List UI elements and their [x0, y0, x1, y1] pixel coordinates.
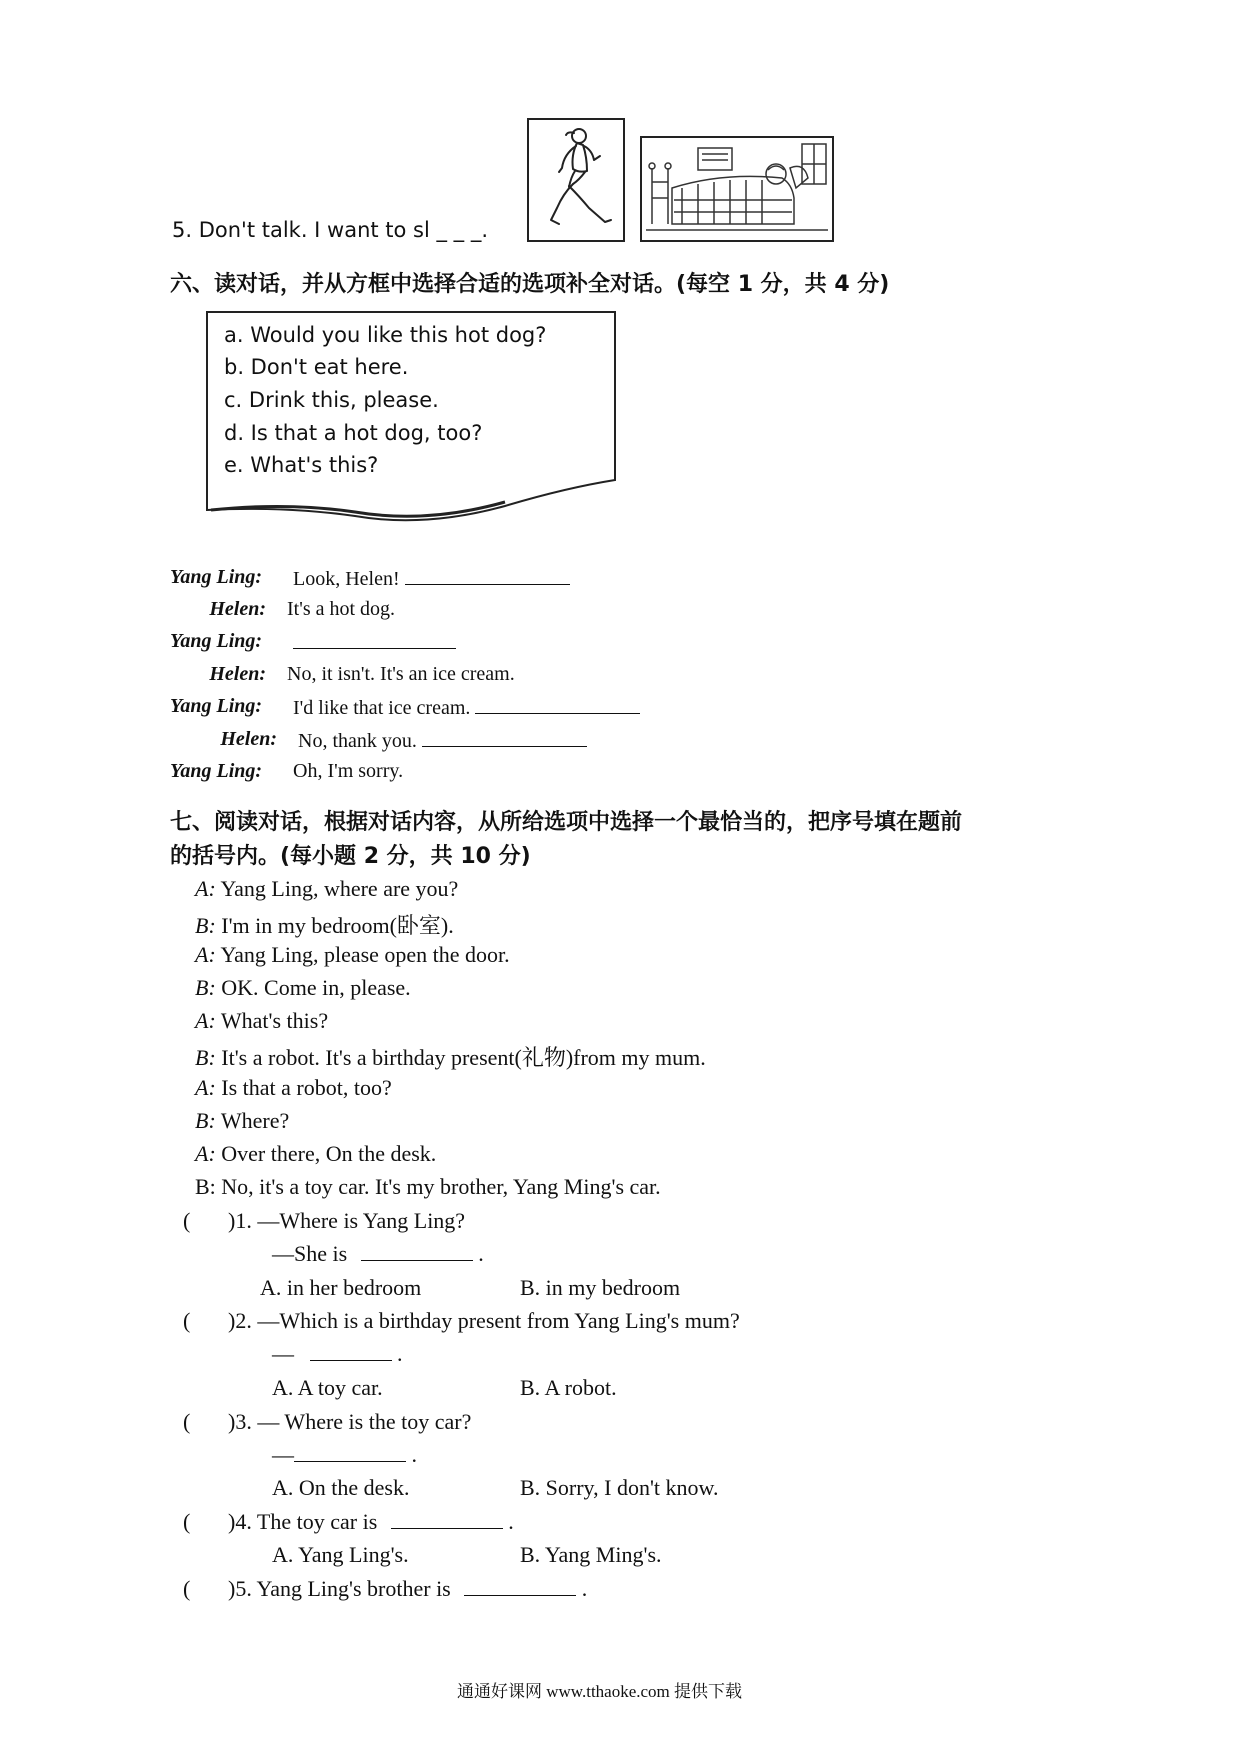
question-3-option-a: A. On the desk.	[272, 1475, 410, 1500]
question-2-option-a: A. A toy car.	[272, 1375, 383, 1400]
answer-paren-slot[interactable]	[195, 1407, 227, 1433]
question-2-option-b: B. A robot.	[520, 1375, 617, 1400]
dialog7-line: B: No, it's a toy car. It's my brother, Yang Ming's car.	[195, 1174, 661, 1199]
dialog6-line: Look, Helen!	[293, 566, 570, 591]
question-paren-open: (	[183, 1208, 191, 1233]
dialog7-line: A: Yang Ling, where are you?	[195, 876, 459, 901]
question-3-option-b: B. Sorry, I don't know.	[520, 1475, 719, 1500]
dialog7-line: B: OK. Come in, please.	[195, 975, 411, 1000]
answer-blank[interactable]	[361, 1242, 473, 1261]
dialog6-line: No, it isn't. It's an ice cream.	[287, 663, 515, 685]
dialog7-line: B: It's a robot. It's a birthday present(礼物)from my mum.	[195, 1045, 706, 1070]
dialog7-line: A: Over there, On the desk.	[195, 1141, 437, 1166]
section-6-heading: 六、读对话，并从方框中选择合适的选项补全对话。(每空 1 分，共 4 分)	[170, 272, 890, 297]
answer-paren-slot[interactable]	[195, 1507, 227, 1533]
question-2-sub: — .	[272, 1341, 403, 1366]
dialog7-line: A: Is that a robot, too?	[195, 1075, 392, 1100]
question-4: )4. The toy car is .	[228, 1509, 514, 1534]
option-e: e. What's this?	[224, 453, 379, 477]
answer-blank[interactable]	[475, 695, 640, 714]
question-1-sub: —She is .	[272, 1241, 484, 1266]
answer-paren-slot[interactable]	[195, 1306, 227, 1332]
dialog6-speaker: Yang Ling:	[170, 695, 263, 717]
dialog6-line: No, thank you.	[298, 728, 587, 753]
running-girl-icon	[529, 120, 623, 240]
dialog6-speaker: Helen:	[209, 663, 266, 685]
dialog7-line: A: Yang Ling, please open the door.	[195, 942, 510, 967]
question-5: )5. Yang Ling's brother is .	[228, 1576, 588, 1601]
section-7-heading-line2: 的括号内。(每小题 2 分，共 10 分)	[170, 844, 531, 869]
question-3-sub: — .	[272, 1442, 417, 1467]
dialog6-line: Oh, I'm sorry.	[293, 760, 404, 782]
question-2: )2. —Which is a birthday present from Yang Ling's mum?	[228, 1308, 740, 1333]
dialog7-line: B: I'm in my bedroom(卧室).	[195, 913, 454, 938]
dialog6-line	[293, 630, 456, 655]
answer-blank[interactable]	[294, 1443, 406, 1462]
question-paren-open: (	[183, 1509, 191, 1534]
dialog6-speaker: Helen:	[209, 598, 266, 620]
page-footer: 通通好课网 www.tthaoke.com 提供下载	[457, 1682, 743, 1701]
answer-paren-slot[interactable]	[195, 1206, 227, 1232]
dialog6-speaker: Helen:	[220, 728, 277, 750]
answer-blank[interactable]	[405, 566, 570, 585]
question-1-option-b: B. in my bedroom	[520, 1275, 681, 1300]
question-3: )3. — Where is the toy car?	[228, 1409, 472, 1434]
dialog7-line: A: What's this?	[195, 1008, 329, 1033]
answer-blank[interactable]	[391, 1510, 503, 1529]
section-7-heading-line1: 七、阅读对话，根据对话内容，从所给选项中选择一个最恰当的，把序号填在题前	[170, 810, 963, 835]
answer-blank[interactable]	[464, 1577, 576, 1596]
dialog6-speaker: Yang Ling:	[170, 630, 263, 652]
dialog7-line: B: Where?	[195, 1108, 290, 1133]
question-5-text: 5. Don't talk. I want to sl _ _ _.	[172, 218, 489, 242]
option-d: d. Is that a hot dog, too?	[224, 421, 483, 445]
question-paren-open: (	[183, 1308, 191, 1333]
question-4-option-b: B. Yang Ming's.	[520, 1542, 662, 1567]
question-1: )1. —Where is Yang Ling?	[228, 1208, 466, 1233]
answer-blank[interactable]	[310, 1342, 392, 1361]
dialog6-line: It's a hot dog.	[287, 598, 396, 620]
question-paren-open: (	[183, 1409, 191, 1434]
option-b: b. Don't eat here.	[224, 355, 409, 379]
answer-blank[interactable]	[422, 728, 587, 747]
answer-blank[interactable]	[293, 630, 456, 649]
answer-paren-slot[interactable]	[195, 1574, 227, 1600]
bed-picture	[640, 136, 834, 242]
running-girl-picture	[527, 118, 625, 242]
question-4-option-a: A. Yang Ling's.	[272, 1542, 409, 1567]
sleeping-in-bed-icon	[642, 138, 832, 240]
question-1-option-a: A. in her bedroom	[260, 1275, 422, 1300]
dialog6-speaker: Yang Ling:	[170, 566, 263, 588]
option-a: a. Would you like this hot dog?	[224, 323, 547, 347]
dialog6-line: I'd like that ice cream.	[293, 695, 640, 720]
question-paren-open: (	[183, 1576, 191, 1601]
dialog6-speaker: Yang Ling:	[170, 760, 263, 782]
option-c: c. Drink this, please.	[224, 388, 439, 412]
